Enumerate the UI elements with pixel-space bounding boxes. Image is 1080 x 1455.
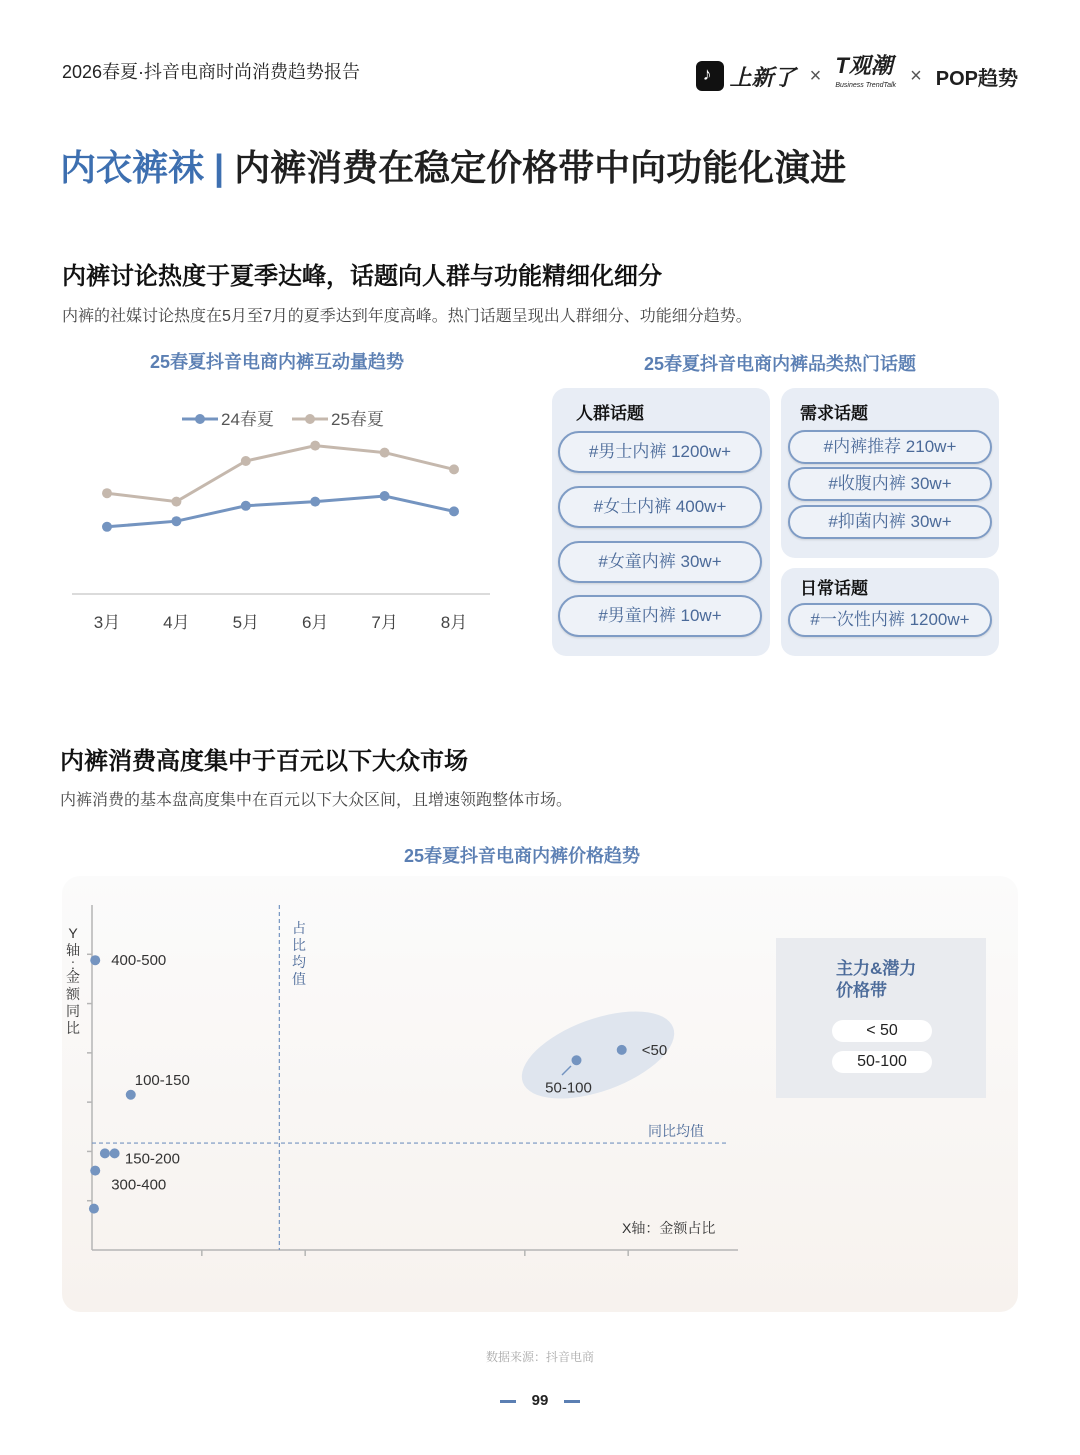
headline: 内裤消费在稳定价格带中向功能化演进: [234, 147, 847, 188]
page-dash-left: [500, 1400, 516, 1403]
x-tick-label: 6月: [301, 613, 329, 632]
point-label: 100-150: [134, 1071, 190, 1089]
x-tick-label: 7月: [371, 613, 398, 632]
topic-tag[interactable]: #男士内裤 1200w+: [558, 431, 762, 473]
legend-pill: < 50: [832, 1020, 932, 1042]
axis-ticks: [87, 954, 628, 1256]
x-mean-label: 占 比 均 值: [292, 920, 306, 987]
x-tick-label: 3月: [93, 613, 121, 632]
scatter-point: [100, 1148, 110, 1158]
title-separator: |: [214, 147, 225, 188]
x-tick-label: 5月: [232, 613, 260, 632]
x-tick-label: 4月: [163, 613, 190, 632]
pop-logo: POP趋势: [935, 67, 1018, 90]
page-number: 99: [0, 1392, 1080, 1409]
scatter-chart-title: 25春夏抖音电商内裤价格趋势: [403, 846, 641, 866]
point-label: 400-500: [111, 952, 167, 970]
topic-tag[interactable]: #女士内裤 400w+: [558, 486, 762, 528]
topic-tag[interactable]: #男童内裤 10w+: [558, 595, 762, 637]
times-sign: ×: [809, 64, 822, 87]
crowd-topic-heading: 人群话题: [576, 404, 644, 423]
scatter-point: [617, 1045, 627, 1055]
topic-tag[interactable]: #女童内裤 30w+: [558, 541, 762, 583]
topic-tag[interactable]: #抑菌内裤 30w+: [788, 505, 992, 539]
data-source: 数据来源：抖音电商: [485, 1350, 594, 1364]
point-label: 300-400: [111, 1176, 167, 1194]
times-sign: ×: [910, 64, 922, 87]
demand-topic-heading: 需求话题: [800, 404, 868, 423]
point-label: <50: [641, 1041, 668, 1059]
x-axis-label: X轴：金额占比: [622, 1220, 716, 1236]
scatter-points: [89, 952, 667, 1213]
scatter-point: [110, 1148, 120, 1158]
legend-label: 24春夏: [221, 410, 274, 429]
section2-desc: 内裤消费的基本盘高度集中在百元以下大众区间，且增速领跑整体市场。: [60, 792, 573, 809]
topic-tag[interactable]: #收腹内裤 30w+: [788, 467, 992, 501]
scatter-point: [90, 1166, 100, 1176]
scatter-point: [89, 1204, 99, 1214]
topic-tag[interactable]: #内裤推荐 210w+: [788, 430, 992, 464]
scatter-point: [90, 955, 100, 965]
tguanchao-logo: T观潮 Business TrendTalk: [835, 53, 897, 89]
point-label: 150-200: [124, 1150, 180, 1168]
price-band-legend-title: 主力&潜力 价格带: [836, 959, 917, 1000]
shangxinle-logo: ♪ 上新了: [696, 61, 796, 92]
point-label: 50-100: [545, 1079, 592, 1097]
topics-title: 25春夏抖音电商内裤品类热门话题: [643, 354, 917, 374]
x-tick-label: 8月: [440, 613, 468, 632]
report-name: 2026春夏·抖音电商时尚消费趋势报告: [62, 62, 361, 82]
line-chart-title: 25春夏抖音电商内裤互动量趋势: [149, 352, 405, 372]
y-mean-label: 同比均值: [648, 1123, 704, 1139]
category-label: 内衣裤袜: [60, 147, 205, 188]
section1-desc: 内裤的社媒讨论热度在5月至7月的夏季达到年度高峰。热门话题呈现出人群细分、功能细分趋势。: [62, 308, 752, 325]
legend-pill: 50-100: [832, 1051, 932, 1073]
scatter-point: [572, 1055, 582, 1065]
y-axis-label: Y 轴 : 金 额 同 比: [66, 925, 80, 1036]
scatter-point: [126, 1090, 136, 1100]
daily-topic-heading: 日常话题: [800, 579, 868, 598]
section1-heading: 内裤讨论热度于夏季达峰，话题向人群与功能精细化细分: [62, 263, 662, 290]
legend-label: 25春夏: [331, 410, 384, 429]
page-dash-right: [564, 1400, 580, 1403]
topic-tag[interactable]: #一次性内裤 1200w+: [788, 603, 992, 637]
section2-heading: 内裤消费高度集中于百元以下大众市场: [60, 748, 468, 775]
